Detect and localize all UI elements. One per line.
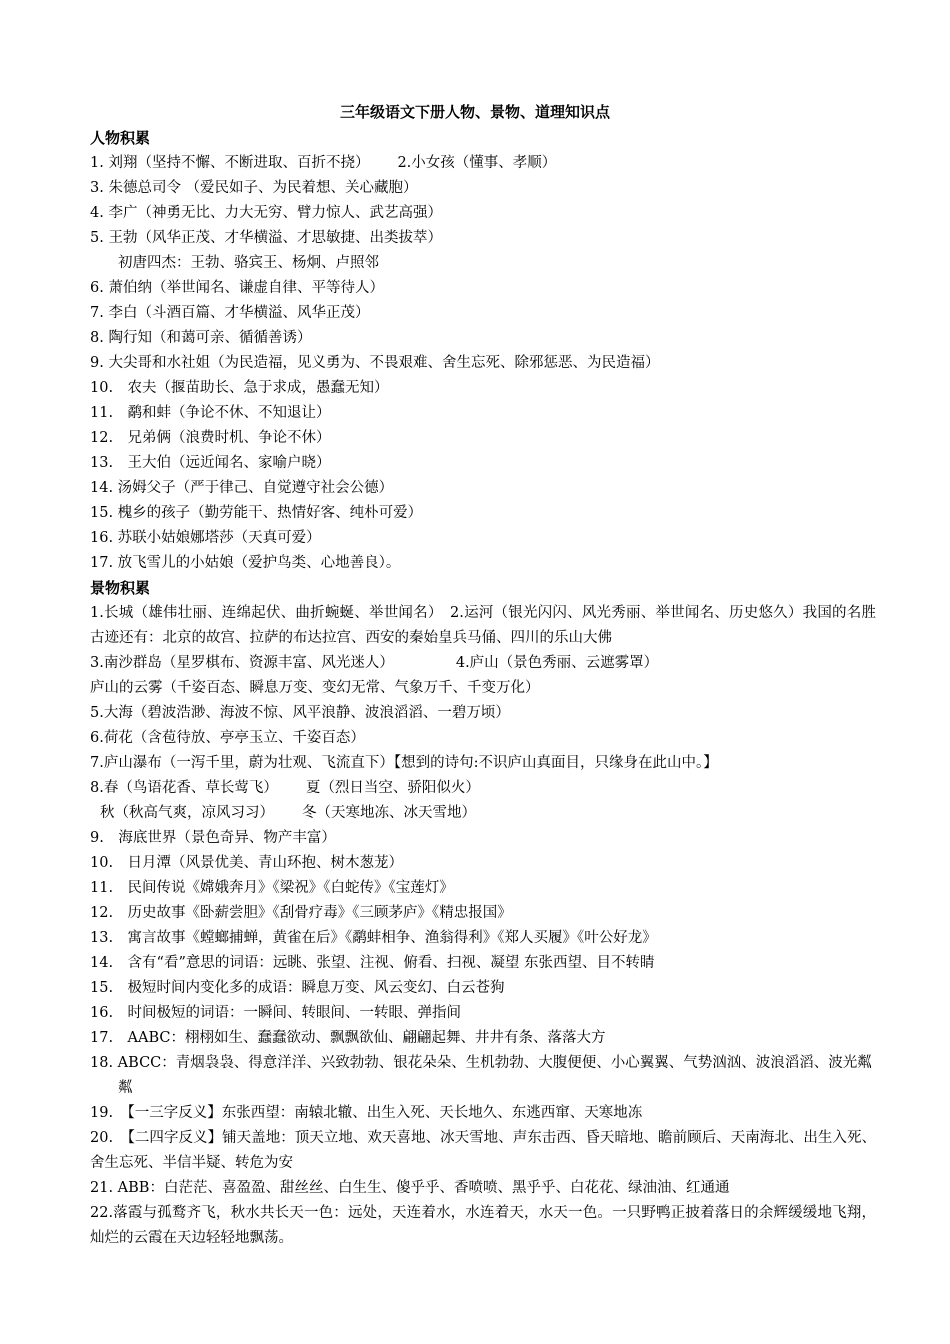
- people-line: 8. 陶行知（和蔼可亲、循循善诱）: [90, 330, 312, 346]
- scenery-line: 10. 日月潭（风景优美、青山环抱、树木葱茏）: [90, 855, 404, 871]
- people-line: 17. 放飞雪儿的小姑娘（爱护鸟类、心地善良）。: [90, 555, 401, 571]
- people-line: 9. 大尖哥和水社姐（为民造福，见义勇为、不畏艰难、舍生忘死、除邪惩恶、为民造福）: [90, 355, 660, 371]
- people-line: 13. 王大伯（远近闻名、家喻户晓）: [90, 455, 331, 471]
- scenery-line: 5.大海（碧波浩渺、海波不惊、风平浪静、波浪滔滔、一碧万顷）: [90, 705, 510, 721]
- scenery-line: 19. 【一三字反义】东张西望：南辕北辙、出生入死、天长地久、东逃西窜、天寒地冻: [90, 1105, 643, 1121]
- scenery-item-text: 3.南沙群岛（星罗棋布、资源丰富、风光迷人）: [90, 655, 394, 671]
- people-line: 5. 王勃（风华正茂、才华横溢、才思敏捷、出类拔萃）: [90, 230, 442, 246]
- scenery-line: 12. 历史故事《卧薪尝胆》《刮骨疗毒》《三顾茅庐》《精忠报国》: [90, 905, 512, 921]
- scenery-line: 9. 海底世界（景色奇异、物产丰富）: [90, 830, 336, 846]
- scenery-item-text: 8.春（鸟语花香、草长莺飞）: [90, 780, 278, 796]
- scenery-line: 15. 极短时间内变化多的成语：瞬息万变、风云变幻、白云苍狗: [90, 980, 505, 996]
- people-line: 16. 苏联小姑娘娜塔莎（天真可爱）: [90, 530, 321, 546]
- section-heading-people: 人物积累: [90, 129, 151, 147]
- people-line: 3. 朱德总司令 （爱民如子、为民着想、关心藏胞）: [90, 180, 418, 196]
- people-line: [90, 151, 876, 176]
- scenery-item-text: 4.庐山（景色秀丽、云遮雾罩）: [455, 655, 659, 671]
- scenery-line: 22.落霞与孤鹜齐飞，秋水共长天一色：远处，天连着水，水连着天，水天一色。一只野鸭正披着落日的余辉缓缓地飞翔，灿烂的云霞在天边轻轻地飘荡。: [90, 1205, 876, 1246]
- scenery-line: 20. 【二四字反义】铺天盖地：顶天立地、欢天喜地、冰天雪地、声东击西、昏天暗地、瞻前顾后、天南海北、出生入死、舍生忘死、半信半疑、转危为安: [90, 1130, 876, 1171]
- people-item-text: 2.小女孩（懂事、孝顺）: [397, 155, 557, 171]
- scenery-line: 7.庐山瀑布（一泻千里，蔚为壮观、飞流直下）【想到的诗句:不识庐山真面目，只缘身在此山中。】: [90, 755, 718, 771]
- scenery-item-text: 冬（天寒地冻、冰天雪地）: [302, 805, 476, 821]
- scenery-line: [90, 801, 876, 826]
- people-line: 15. 槐乡的孩子（勤劳能干、热情好客、纯朴可爱）: [90, 505, 423, 521]
- scenery-line: 6.荷花（含苞待放、亭亭玉立、千姿百态）: [90, 730, 365, 746]
- people-line: 12. 兄弟俩（浪费时机、争论不休）: [90, 430, 331, 446]
- people-line: 7. 李白（斗酒百篇、才华横溢、风华正茂）: [90, 305, 370, 321]
- scenery-line: 16. 时间极短的词语：一瞬间、转眼间、一转眼、弹指间: [90, 1005, 462, 1021]
- scenery-line: 庐山的云雾（千姿百态、瞬息万变、变幻无常、气象万千、千变万化）: [90, 680, 540, 696]
- people-item-text: 1. 刘翔（坚持不懈、不断进取、百折不挠）: [90, 155, 370, 171]
- people-line: 6. 萧伯纳（举世闻名、谦虚自律、平等待人）: [90, 280, 384, 296]
- scenery-line: [90, 651, 876, 676]
- scenery-line: 21. ABB：白茫茫、喜盈盈、甜丝丝、白生生、傻乎乎、香喷喷、黑乎乎、白花花、绿油油、红通通: [90, 1180, 730, 1196]
- people-line: 10. 农夫（揠苗助长、急于求成，愚蠢无知）: [90, 380, 389, 396]
- scenery-item-text: 秋（秋高气爽，凉风习习）: [100, 805, 274, 821]
- scenery-line: 17. AABC：栩栩如生、蠢蠢欲动、飘飘欲仙、翩翩起舞、井井有条、落落大方: [90, 1030, 606, 1046]
- document-body: [90, 126, 876, 1251]
- scenery-line: 1.长城（雄伟壮丽、连绵起伏、曲折蜿蜒、举世闻名） 2.运河（银光闪闪、风光秀丽、举世闻名、历史悠久）我国的名胜古迹还有：北京的故宫、拉萨的布达拉宫、西安的秦始皇兵马俑、四川的乐山大佛: [90, 605, 876, 646]
- section-heading-scenery: 景物积累: [90, 579, 151, 597]
- scenery-item-text: 夏（烈日当空、骄阳似火）: [305, 780, 480, 796]
- page-title: 三年级语文下册人物、景物、道理知识点: [339, 103, 610, 121]
- people-line: 初唐四杰：王勃、骆宾王、杨炯、卢照邻: [118, 255, 379, 271]
- people-line: 14. 汤姆父子（严于律己、自觉遵守社会公德）: [90, 480, 394, 496]
- people-line: 4. 李广（神勇无比、力大无穷、臂力惊人、武艺高强）: [90, 205, 442, 221]
- scenery-line: 14. 含有“看”意思的词语：远眺、张望、注视、俯看、扫视、凝望 东张西望、目不转睛: [90, 955, 655, 971]
- scenery-line: 11. 民间传说《嫦娥奔月》《梁祝》《白蛇传》《宝莲灯》: [90, 880, 454, 896]
- people-line: 11. 鹬和蚌（争论不休、不知退让）: [90, 405, 331, 421]
- scenery-line: 18. ABCC：青烟袅袅、得意洋洋、兴致勃勃、银花朵朵、生机勃勃、大腹便便、小心翼翼、气势汹汹、波浪滔滔、波光粼粼: [90, 1055, 872, 1096]
- scenery-line: [90, 776, 876, 801]
- scenery-line: 13. 寓言故事《螳螂捕蝉，黄雀在后》《鹬蚌相争、渔翁得利》《郑人买履》《叶公好龙》: [90, 930, 657, 946]
